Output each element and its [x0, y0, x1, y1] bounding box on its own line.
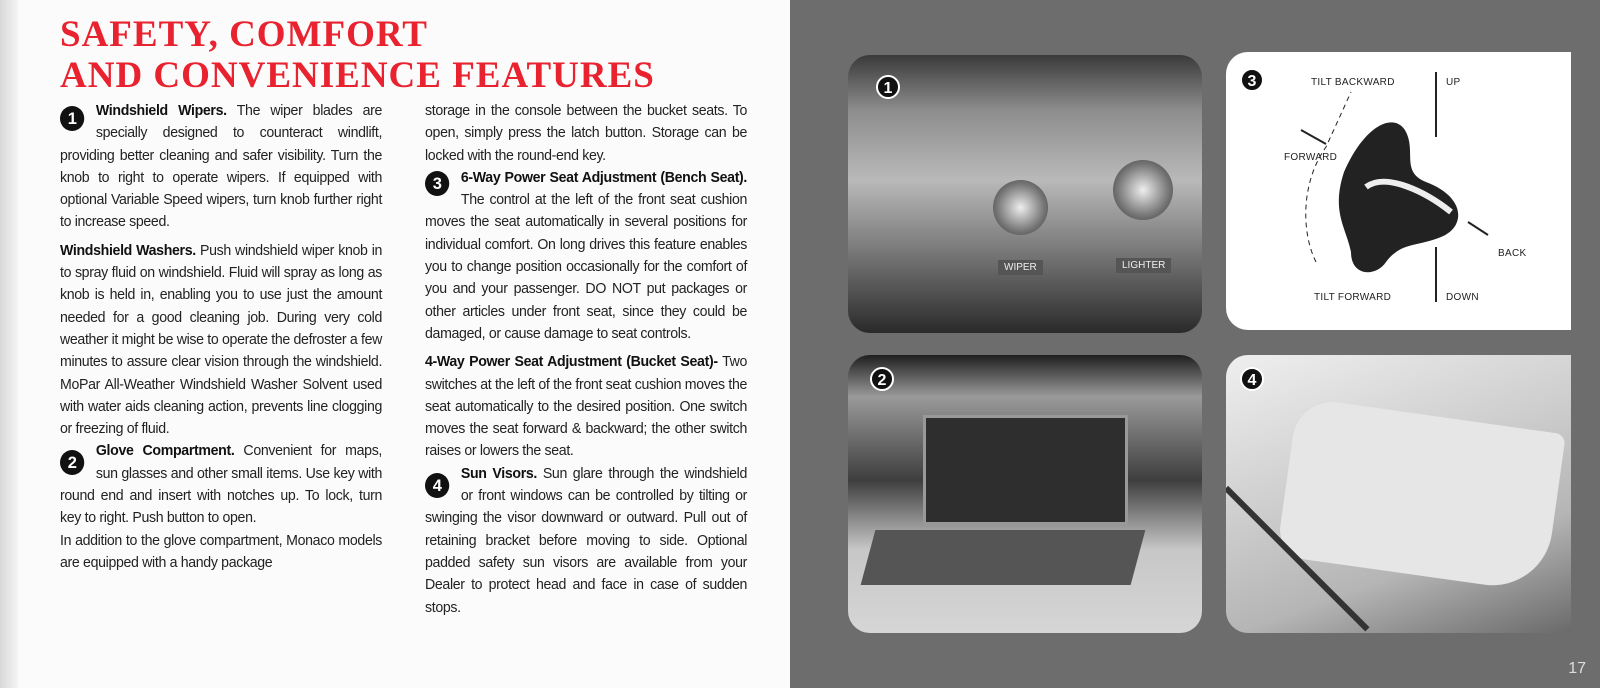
- photo-glove-compartment: [848, 355, 1202, 633]
- label-tilt-forward: TILT FORWARD: [1314, 292, 1392, 303]
- washers-heading: Windshield Washers.: [60, 242, 196, 259]
- seat4-text: Two switches at the left of the front seat cushion moves the seat automatically to the desired position. One switch moves the seat forward & backward; the other switch raises or lowers the seat.: [425, 354, 748, 460]
- wipers-text: The wiper blades are specially designed to counteract windlift, providing better cleaning and safer visibility. Turn the knob to right to operate wipers. If equipped with optional Variable Speed wipers, turn knob further right to increase speed.: [60, 103, 383, 231]
- storage-text: storage in the console between the bucket seats. To open, simply press the latch button. Storage can be locked with the round-end key.: [425, 103, 748, 164]
- title-line-2: AND CONVENIENCE FEATURES: [60, 55, 655, 96]
- glove-heading: Glove Compartment.: [95, 443, 235, 460]
- wiper-label: WIPER: [998, 260, 1043, 275]
- wipers-paragraph: [60, 100, 382, 234]
- washers-text: Push windshield wiper knob in to spray fluid on windshield. Fluid will spray as long as knob is held in, enabling you to use just the amount needed for a good cleaning job. During very cold weather it might be wise to operate the defroster a few minutes to assure clear vision through the windshield. MoPar All-Weather Windshield Washer Solvent used with water aids cleaning action, prevents line clogging or freezing of fluid.: [60, 242, 383, 438]
- seat6-text: The control at the left of the front seat cushion moves the seat automatically in several positions for individual comfort. On long drives this feature enables you to change position occasionally for the comfort of you and your passenger. DO NOT put packages or other articles under front seat, since they could be damaged, or cause damage to seat controls.: [425, 192, 748, 342]
- number-3-badge-icon: 3: [425, 171, 449, 196]
- glove-box-door: [861, 530, 1146, 585]
- seat6-paragraph: [425, 167, 747, 345]
- monaco-text: In addition to the glove compartment, Monaco models are equipped with a handy package: [60, 532, 383, 571]
- visor-paragraph: [425, 463, 747, 619]
- glove-box-opening: [923, 415, 1128, 525]
- right-page: [790, 0, 1600, 688]
- photo-number-1: 1: [876, 75, 900, 99]
- number-4-badge-icon: 4: [425, 473, 449, 498]
- label-up: UP: [1446, 77, 1461, 88]
- label-back: BACK: [1498, 248, 1527, 259]
- number-2-badge-icon: 2: [60, 450, 84, 475]
- wipers-heading: Windshield Wipers.: [95, 103, 227, 119]
- text-column-2: [425, 100, 747, 619]
- text-column-1: [60, 100, 382, 574]
- page-number: 17: [1568, 660, 1586, 677]
- sun-visor: [1276, 397, 1566, 593]
- seat4-paragraph: [425, 351, 747, 462]
- number-1-badge-icon: 1: [60, 106, 84, 131]
- photo-number-4: 4: [1240, 367, 1264, 391]
- photo-number-3: 3: [1240, 68, 1264, 92]
- seat4-heading: 4-Way Power Seat Adjustment (Bucket Seat)-: [425, 354, 718, 371]
- photo-number-2: 2: [870, 367, 894, 391]
- diagram-power-seat-control: [1226, 52, 1571, 330]
- left-page: [0, 0, 790, 688]
- label-down: DOWN: [1446, 292, 1479, 303]
- wiper-knob-icon: [993, 180, 1048, 235]
- page-title: [60, 14, 655, 96]
- visor-text: Sun glare through the windshield or front windows can be controlled by tilting or swinging the visor downward or outward. Pull out of retaining bracket before moving to side. Optional padded safety sun visors are available from your Dealer to protect head and face in case of sudden stops.: [425, 465, 748, 616]
- page-edge: [0, 0, 18, 688]
- lighter-label: LIGHTER: [1116, 258, 1171, 273]
- label-tilt-backward: TILT BACKWARD: [1311, 77, 1395, 88]
- photo-sun-visor: [1226, 355, 1571, 633]
- glove-text: Convenient for maps, sun glasses and other small items. Use key with round end and insert with notches up. To lock, turn key to right. Push button to open.: [60, 443, 383, 527]
- glove-paragraph: [60, 440, 382, 529]
- seat-control-drawing: [1226, 52, 1571, 330]
- seat6-heading: 6-Way Power Seat Adjustment (Bench Seat).: [460, 169, 748, 186]
- lighter-knob-icon: [1113, 160, 1173, 220]
- visor-heading: Sun Visors.: [460, 465, 538, 482]
- title-line-1: SAFETY, COMFORT: [60, 14, 428, 55]
- photo-dashboard-wiper: [848, 55, 1202, 333]
- washers-paragraph: [60, 240, 382, 441]
- label-forward: FORWARD: [1284, 152, 1338, 163]
